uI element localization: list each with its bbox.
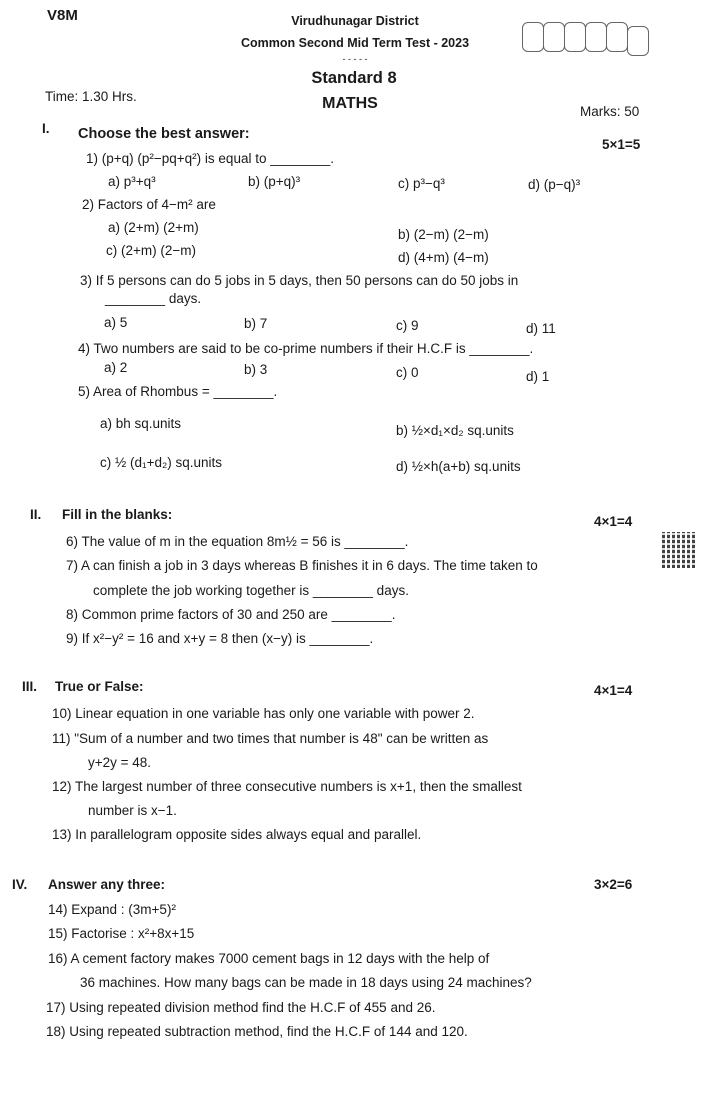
section-number: IV. (12, 877, 28, 892)
option: b) (p+q)³ (248, 174, 301, 189)
option: b) 7 (244, 316, 268, 331)
question-18: 18) Using repeated subtraction method, find the H.C.F of 144 and 120. (46, 1024, 468, 1039)
option: b) ½×d₁×d₂ sq.units (396, 423, 514, 438)
question-3-cont: ________ days. (105, 291, 202, 306)
question-12-cont: number is x−1. (88, 803, 177, 818)
option: d) 11 (526, 321, 556, 336)
option: d) (p−q)³ (528, 177, 581, 192)
question-11-cont: y+2y = 48. (88, 755, 152, 770)
exam-title: Common Second Mid Term Test - 2023 (240, 36, 470, 50)
marks: Marks: 50 (580, 104, 640, 119)
question-8: 8) Common prime factors of 30 and 250 are ________. (66, 607, 396, 622)
question-4: 4) Two numbers are said to be co-prime numbers if their H.C.F is ________. (78, 341, 534, 356)
option: a) p³+q³ (108, 174, 156, 189)
question-9: 9) If x²−y² = 16 and x+y = 8 then (x−y) is ________. (66, 631, 374, 646)
question-1: 1) (p+q) (p²−pq+q²) is equal to ________. (86, 151, 335, 166)
qr-code (662, 532, 696, 568)
question-16-cont: 36 machines. How many bags can be made in 18 days using 24 machines? (80, 975, 532, 990)
section-title: Answer any three: (48, 877, 166, 892)
question-17: 17) Using repeated division method find the H.C.F of 455 and 26. (46, 1000, 436, 1015)
section-marks: 4×1=4 (594, 514, 633, 529)
district: Virudhunagar District (291, 14, 419, 28)
question-5: 5) Area of Rhombus = ________. (78, 384, 278, 399)
question-7: 7) A can finish a job in 3 days whereas B finishes it in 6 days. The time taken to (66, 558, 538, 573)
question-3: 3) If 5 persons can do 5 jobs in 5 days, then 50 persons can do 50 jobs in (80, 273, 519, 288)
section-title: Choose the best answer: (78, 126, 250, 142)
option: c) ½ (d₁+d₂) sq.units (100, 455, 222, 470)
option: d) (4+m) (4−m) (398, 250, 489, 265)
question-12: 12) The largest number of three consecutive numbers is x+1, then the smallest (52, 779, 522, 794)
question-14: 14) Expand : (3m+5)² (48, 902, 176, 917)
section-marks: 4×1=4 (594, 683, 633, 698)
option: c) 9 (396, 318, 419, 333)
standard: Standard 8 (311, 69, 397, 87)
option: d) 1 (526, 369, 550, 384)
question-11: 11) "Sum of a number and two times that number is 48" can be written as (52, 731, 489, 746)
question-16: 16) A cement factory makes 7000 cement bags in 12 days with the help of (48, 951, 490, 966)
question-6: 6) The value of m in the equation 8m½ = 56 is ________. (66, 534, 409, 549)
option: b) (2−m) (2−m) (398, 227, 489, 242)
question-7-cont: complete the job working together is ________ days. (93, 583, 409, 598)
option: b) 3 (244, 362, 268, 377)
paper-code: V8M (47, 7, 78, 24)
subject: MATHS (322, 95, 378, 112)
option: a) 2 (104, 360, 128, 375)
question-13: 13) In parallelogram opposite sides always equal and parallel. (52, 827, 422, 842)
question-15: 15) Factorise : x²+8x+15 (48, 926, 195, 941)
section-marks: 3×2=6 (594, 877, 633, 892)
section-marks: 5×1=5 (602, 137, 641, 152)
section-title: True or False: (55, 679, 144, 694)
section-number: I. (42, 121, 50, 136)
section-number: II. (30, 507, 42, 522)
divider-dots: - - - - - (342, 54, 368, 64)
option: c) p³−q³ (398, 176, 445, 191)
option: a) bh sq.units (100, 416, 182, 431)
option: c) 0 (396, 365, 419, 380)
option: c) (2+m) (2−m) (106, 243, 197, 258)
section-number: III. (22, 679, 38, 694)
option: a) (2+m) (2+m) (108, 220, 199, 235)
time: Time: 1.30 Hrs. (45, 89, 137, 104)
question-2: 2) Factors of 4−m² are (82, 197, 216, 212)
option: a) 5 (104, 315, 128, 330)
section-title: Fill in the blanks: (62, 507, 173, 522)
question-10: 10) Linear equation in one variable has only one variable with power 2. (52, 706, 475, 721)
option: d) ½×h(a+b) sq.units (396, 459, 521, 474)
